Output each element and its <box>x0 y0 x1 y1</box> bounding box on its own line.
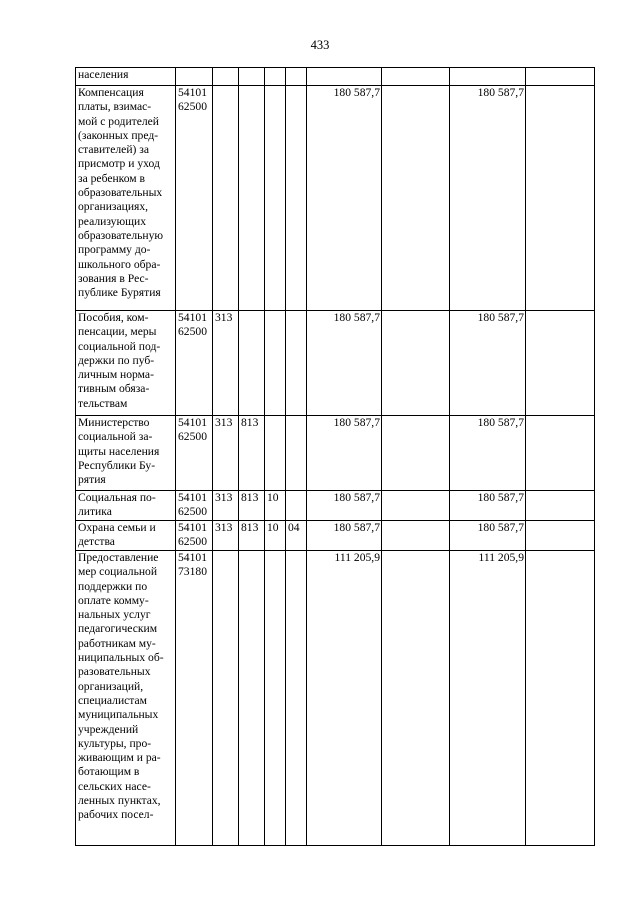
expense-type-cell: 313 <box>213 416 239 491</box>
amount-regional-cell: 180 587,7 <box>450 311 526 416</box>
amount-regional-cell <box>450 68 526 86</box>
amount-other-cell <box>526 416 595 491</box>
subsection-cell <box>286 416 307 491</box>
row-name-line: организациях, <box>78 200 149 214</box>
section-cell <box>265 68 286 86</box>
amount-other-cell <box>526 521 595 551</box>
row-name-line: Министерство <box>78 416 150 429</box>
target-code-cell: 54101 62500 <box>176 311 213 416</box>
row-name-line: школьного обра- <box>78 257 161 271</box>
row-name-line: работникам му- <box>78 636 156 650</box>
target-code-cell: 54101 62500 <box>176 491 213 521</box>
row-name-line: ставителей) за <box>78 143 150 157</box>
amount-federal-cell <box>382 416 450 491</box>
amount-regional-cell: 180 587,7 <box>450 86 526 311</box>
row-name-line: личным норма- <box>78 368 154 382</box>
row-name-line: тельствам <box>78 396 128 410</box>
row-name-line: социальной за- <box>78 430 153 444</box>
row-name-line: держки по пуб- <box>78 353 155 367</box>
row-name-line: ленных пунктах, <box>78 794 161 808</box>
row-name-line: муниципальных <box>78 708 159 722</box>
amount-regional-cell: 180 587,7 <box>450 491 526 521</box>
row-name-line: (законных пред- <box>78 128 159 142</box>
row-name-line: детства <box>78 535 115 549</box>
amount-other-cell <box>526 68 595 86</box>
amount-total-cell: 180 587,7 <box>307 521 382 551</box>
page-number: 433 <box>310 38 330 52</box>
row-name-line: платы, взимас- <box>78 100 152 114</box>
expense-type-cell <box>213 86 239 311</box>
section-cell <box>265 416 286 491</box>
table-row <box>76 311 595 416</box>
expense-type-cell: 313 <box>213 521 239 551</box>
table-body <box>76 68 595 846</box>
amount-other-cell <box>526 311 595 416</box>
subsection-cell <box>286 551 307 846</box>
expense-type-cell: 313 <box>213 491 239 521</box>
row-name-cell <box>76 551 176 846</box>
table-row <box>76 551 595 846</box>
expense-type-cell <box>213 68 239 86</box>
row-name-line: сельских насе- <box>78 779 151 793</box>
expense-type-cell: 313 <box>213 311 239 416</box>
amount-federal-cell <box>382 551 450 846</box>
amount-federal-cell <box>382 311 450 416</box>
ministry-code-cell: 813 <box>239 491 265 521</box>
row-name-line: населения <box>78 68 129 81</box>
amount-federal-cell <box>382 521 450 551</box>
amount-other-cell <box>526 86 595 311</box>
row-name-line: Социальная по- <box>78 491 156 504</box>
row-name-line: ботающим в <box>78 765 140 779</box>
subsection-cell <box>286 86 307 311</box>
row-name-line: литика <box>78 505 112 519</box>
row-name-cell <box>76 491 176 521</box>
amount-other-cell <box>526 551 595 846</box>
amount-total-cell: 180 587,7 <box>307 311 382 416</box>
table-row <box>76 521 595 551</box>
row-name-line: тивным обяза- <box>78 382 150 396</box>
target-code-cell: 54101 73180 <box>176 551 213 846</box>
row-name-line: образовательную <box>78 228 164 242</box>
row-name-line: нальных услуг <box>78 608 151 622</box>
row-name-line: Компенсация <box>78 86 144 99</box>
ministry-code-cell <box>239 86 265 311</box>
row-name-line: поддержки по <box>78 579 148 593</box>
row-name-line: присмотр и уход <box>78 157 160 171</box>
table-row <box>76 86 595 311</box>
row-name-line: зования в Рес- <box>78 271 149 285</box>
amount-total-cell: 111 205,9 <box>307 551 382 846</box>
table-row <box>76 491 595 521</box>
row-name-line: программу до- <box>78 243 151 257</box>
row-name-line: образовательных <box>78 186 163 200</box>
table-row <box>76 68 595 86</box>
subsection-cell: 04 <box>286 521 307 551</box>
row-name-cell <box>76 68 176 86</box>
target-code-cell <box>176 68 213 86</box>
row-name-line: Пособия, ком- <box>78 311 149 324</box>
row-name-line: социальной под- <box>78 339 161 353</box>
row-name-line: за ребенком в <box>78 171 145 185</box>
ministry-code-cell <box>239 68 265 86</box>
amount-total-cell: 180 587,7 <box>307 86 382 311</box>
amount-other-cell <box>526 491 595 521</box>
section-cell: 10 <box>265 491 286 521</box>
ministry-code-cell: 813 <box>239 416 265 491</box>
row-name-line: реализующих <box>78 214 147 228</box>
expense-type-cell <box>213 551 239 846</box>
row-name-line: разовательных <box>78 665 151 679</box>
amount-regional-cell: 180 587,7 <box>450 416 526 491</box>
target-code-cell: 54101 62500 <box>176 416 213 491</box>
row-name-line: публике Бурятия <box>78 286 161 300</box>
row-name-line: Предоставление <box>78 551 159 564</box>
amount-total-cell: 180 587,7 <box>307 491 382 521</box>
budget-table <box>75 67 595 846</box>
row-name-line: мой с родителей <box>78 114 159 128</box>
row-name-line: щиты населения <box>78 444 160 458</box>
row-name-line: педагогическим <box>78 622 158 636</box>
row-name-cell <box>76 416 176 491</box>
row-name-line: Республики Бу- <box>78 458 156 472</box>
row-name-line: учреждений <box>78 722 139 736</box>
table-row <box>76 416 595 491</box>
amount-federal-cell <box>382 68 450 86</box>
row-name-line: мер социальной <box>78 565 158 579</box>
amount-federal-cell <box>382 491 450 521</box>
row-name-line: специалистам <box>78 693 147 707</box>
row-name-line: рятия <box>78 473 106 487</box>
amount-federal-cell <box>382 86 450 311</box>
subsection-cell <box>286 311 307 416</box>
target-code-cell: 54101 62500 <box>176 521 213 551</box>
section-cell: 10 <box>265 521 286 551</box>
section-cell <box>265 551 286 846</box>
row-name-line: ниципальных об- <box>78 651 164 665</box>
row-name-cell <box>76 521 176 551</box>
row-name-line: пенсации, меры <box>78 325 157 339</box>
row-name-cell <box>76 86 176 311</box>
section-cell <box>265 86 286 311</box>
subsection-cell <box>286 491 307 521</box>
amount-regional-cell: 111 205,9 <box>450 551 526 846</box>
amount-regional-cell: 180 587,7 <box>450 521 526 551</box>
ministry-code-cell <box>239 551 265 846</box>
section-cell <box>265 311 286 416</box>
row-name-line: культуры, про- <box>78 736 152 750</box>
row-name-line: рабочих посел- <box>78 808 154 822</box>
target-code-cell: 54101 62500 <box>176 86 213 311</box>
amount-total-cell <box>307 68 382 86</box>
ministry-code-cell <box>239 311 265 416</box>
subsection-cell <box>286 68 307 86</box>
row-name-line: Охрана семьи и <box>78 521 156 534</box>
row-name-cell <box>76 311 176 416</box>
row-name-line: организаций, <box>78 679 144 693</box>
ministry-code-cell: 813 <box>239 521 265 551</box>
row-name-line: оплате комму- <box>78 593 149 607</box>
amount-total-cell: 180 587,7 <box>307 416 382 491</box>
row-name-line: живающим и ра- <box>78 751 161 765</box>
